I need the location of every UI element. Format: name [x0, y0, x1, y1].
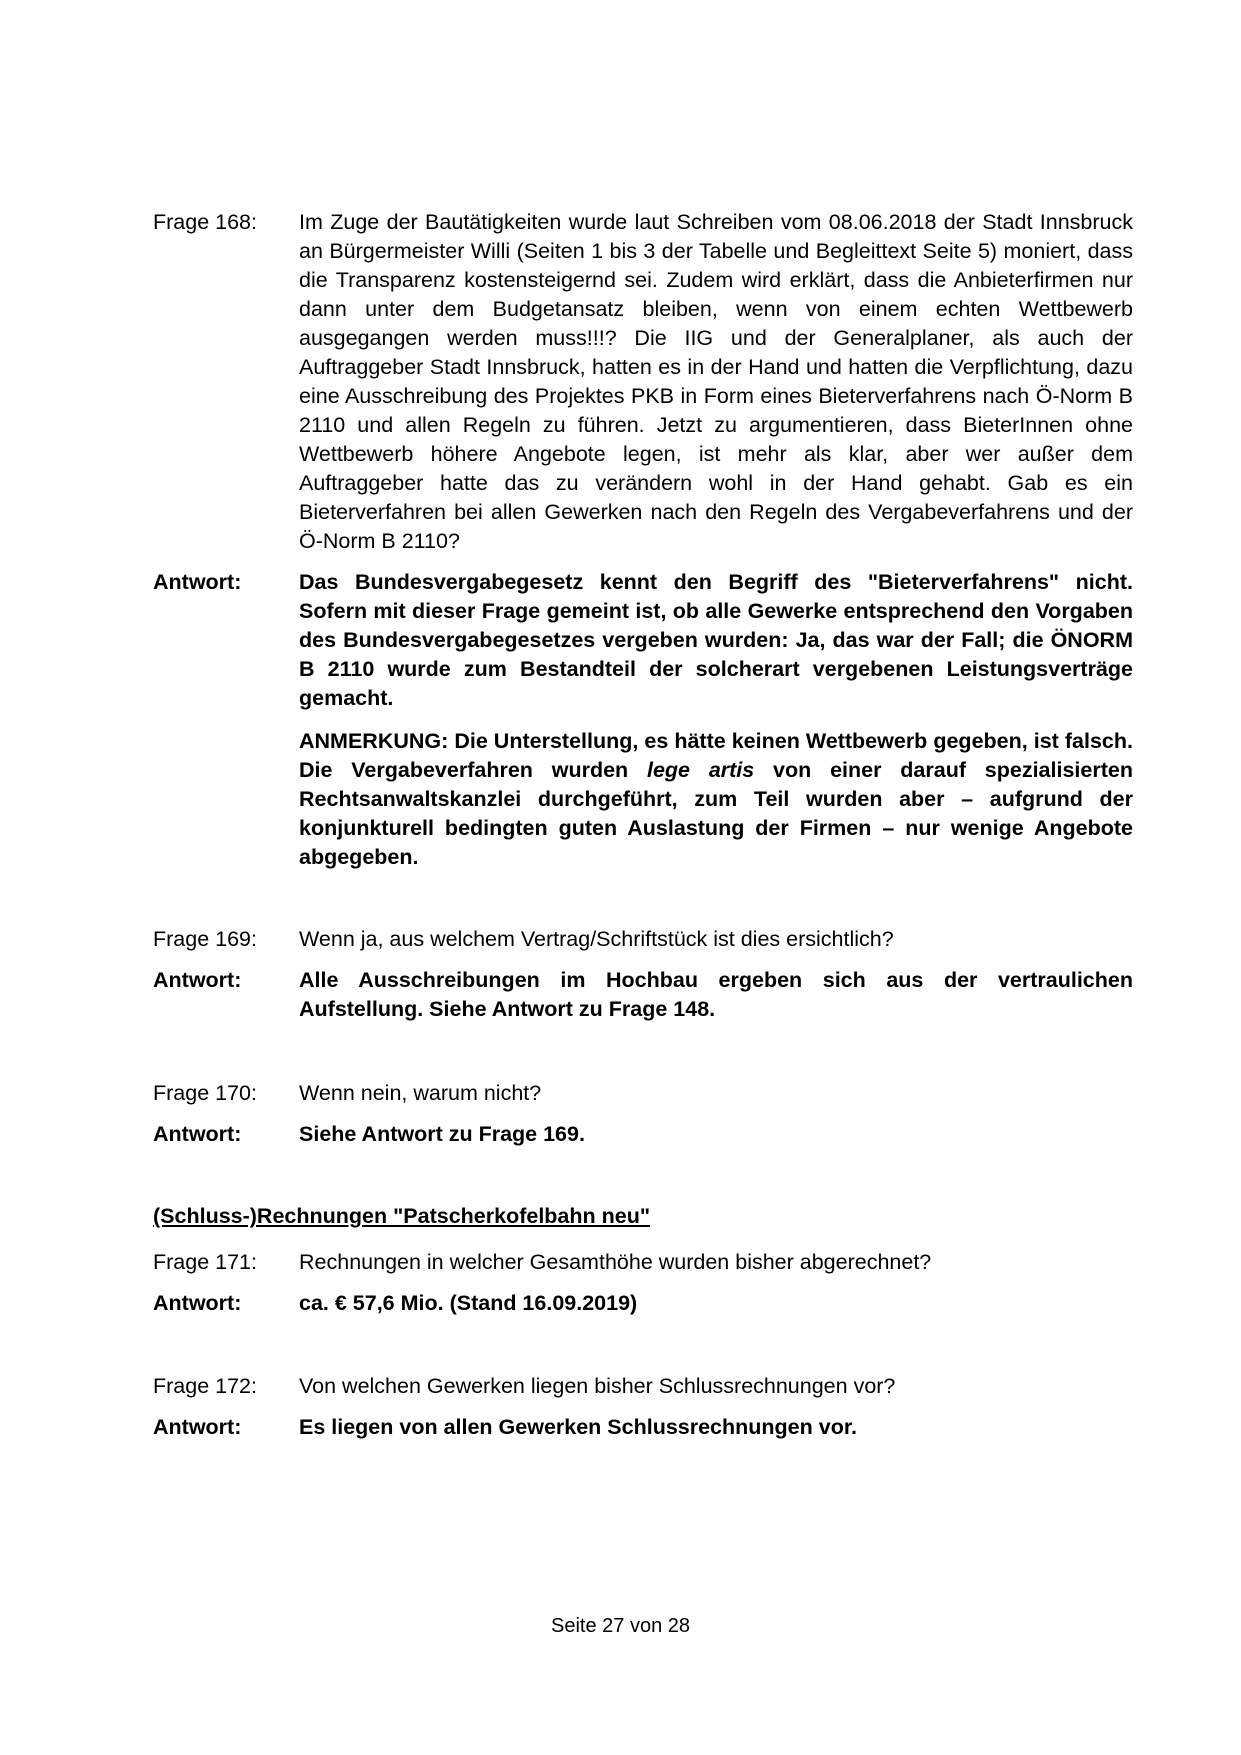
answer-note	[299, 727, 1133, 872]
question-171	[153, 1248, 1133, 1277]
answer-171	[153, 1289, 1133, 1318]
qa-block-170	[153, 1079, 1133, 1149]
question-label: Frage 169:	[153, 927, 257, 951]
question-text: Wenn nein, warum nicht?	[299, 1081, 542, 1105]
question-label: Frage 171:	[153, 1250, 257, 1274]
answer-label: Antwort:	[153, 1291, 242, 1315]
question-label: Frage 170:	[153, 1081, 257, 1105]
question-label: Frage 168:	[153, 210, 257, 234]
answer-label: Antwort:	[153, 1122, 242, 1146]
note-text-start: ANMERKUNG: Die Unterstellung, es hätte keinen Wettbewerb gegeben, ist falsch. Die Vergabeverfahren wurden	[299, 729, 1133, 782]
note-italic-term: lege artis	[646, 758, 755, 782]
qa-block-168	[153, 208, 1133, 872]
note-text-end: von einer darauf spezialisierten Rechtsanwaltskanzlei durchgeführt, zum Teil wurden aber – aufgrund der konjunkturell bedingten guten Auslastung der Firmen – nur wenige Angebote abgegeben.	[299, 758, 1133, 869]
qa-block-171	[153, 1248, 1133, 1318]
answer-label: Antwort:	[153, 968, 242, 992]
question-169	[153, 925, 1133, 954]
answer-label: Antwort:	[153, 1415, 242, 1439]
question-170	[153, 1079, 1133, 1108]
answer-169	[153, 966, 1133, 1024]
qa-block-172	[153, 1372, 1133, 1442]
answer-text: Alle Ausschreibungen im Hochbau ergeben sich aus der vertraulichen Aufstellung. Siehe Antwort zu Frage 148.	[299, 968, 1133, 1021]
answer-text: Siehe Antwort zu Frage 169.	[299, 1122, 585, 1146]
question-text: Im Zuge der Bautätigkeiten wurde laut Schreiben vom 08.06.2018 der Stadt Innsbruck an Bürgermeister Willi (Seiten 1 bis 3 der Tabelle und Begleittext Seite 5) moniert, dass die Transparenz kostensteigernd sei. Zudem wird erklärt, dass die Anbieterfirmen nur dann unter dem Budgetansatz bleiben, wenn von einem echten Wettbewerb ausgegangen werden muss!!!? Die IIG und der Generalplaner, als auch der Auftraggeber Stadt Innsbruck, hatten es in der Hand und hatten die Verpflichtung, dazu eine Ausschreibung des Projektes PKB in Form eines Bieterverfahrens nach Ö-Norm B 2110 und allen Regeln zu führen. Jetzt zu argumentieren, dass BieterInnen ohne Wettbewerb höhere Angebote legen, ist mehr als klar, aber wer außer dem Auftraggeber hatte das zu verändern wohl in der Hand gehabt. Gab es ein Bieterverfahren bei allen Gewerken nach den Regeln des Vergabeverfahrens und der Ö-Norm B 2110?	[299, 210, 1133, 553]
question-text: Wenn ja, aus welchem Vertrag/Schriftstück ist dies ersichtlich?	[299, 927, 894, 951]
qa-block-169	[153, 925, 1133, 1024]
answer-text: Es liegen von allen Gewerken Schlussrechnungen vor.	[299, 1415, 857, 1439]
answer-body	[299, 568, 1133, 872]
answer-text: Das Bundesvergabegesetz kennt den Begriff des "Bieterverfahrens" nicht. Sofern mit dieser Frage gemeint ist, ob alle Gewerke entsprechend den Vorgaben des Bundesvergabegesetzes vergeben wurden: Ja, das war der Fall; die ÖNORM B 2110 wurde zum Bestandteil der solcherart vergebenen Leistungsverträge gemacht.	[299, 570, 1133, 710]
answer-172	[153, 1413, 1133, 1442]
answer-text: ca. € 57,6 Mio. (Stand 16.09.2019)	[299, 1291, 638, 1315]
question-172	[153, 1372, 1133, 1401]
page-number: Seite 27 von 28	[551, 1615, 690, 1637]
answer-label: Antwort:	[153, 570, 242, 594]
question-text: Rechnungen in welcher Gesamthöhe wurden bisher abgerechnet?	[299, 1250, 932, 1274]
section-heading: (Schluss-)Rechnungen "Patscherkofelbahn neu"	[153, 1204, 651, 1228]
question-168	[153, 208, 1133, 556]
answer-170	[153, 1120, 1133, 1149]
answer-168	[153, 568, 1133, 872]
question-text: Von welchen Gewerken liegen bisher Schlussrechnungen vor?	[299, 1374, 896, 1398]
question-label: Frage 172:	[153, 1374, 257, 1398]
